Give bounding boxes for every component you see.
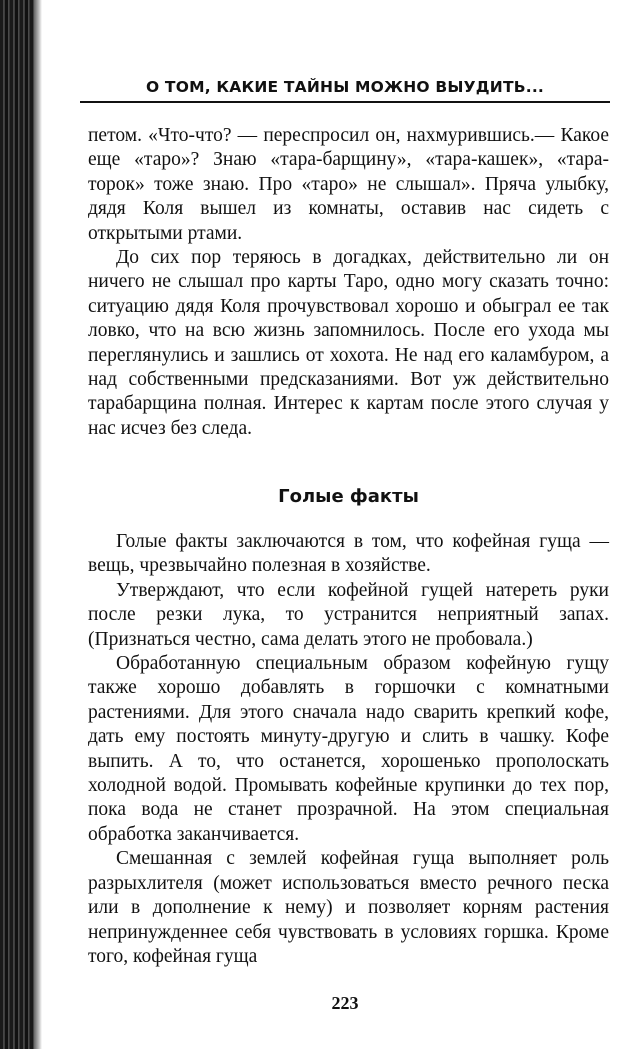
- paragraph: петом. «Что-что? — переспросил он, нахмурившись.— Какое еще «таро»? Знаю «тара-барщину», «тара-кашек», «тара-торок» тоже знаю. Про «таро» не слышал». Пряча улыбку, дядя Коля вышел из комнаты, оставив нас сидеть с открытыми ртами.: [88, 125, 609, 244]
- paragraph: До сих пор теряюсь в догадках, действительно ли он ничего не слышал про карты Таро, одно могу сказать точно: ситуацию дядя Коля прочувствовал хорошо и обыграл ее так ловко, что на всю жизнь запомнилось. После его ухода мы переглянулись и зашлись от хохота. Не над его каламбуром, а над собственными предсказаниями. Вот уж действительно тарабарщина полная. Интерес к картам после этого случая у нас исчез без следа.: [88, 247, 609, 439]
- paragraph: Смешанная с землей кофейная гуща выполняет роль разрыхлителя (может использоваться вместо речного песка или в дополнение к нему) и позволяет корням растения непринужденнее себя чувствовать в условиях горшка. Кроме того, кофейная гуща: [88, 848, 609, 967]
- section-title: Голые факты: [278, 486, 419, 507]
- paragraph: Обработанную специальным образом кофейную гущу также хорошо добавлять в горшочки с комнатными растениями. Для этого сначала надо сварить крепкий кофе, дать ему постоять минуту-другую и слить в чашку. Кофе выпить. А то, что останется, хорошенько прополоскать холодной водой. Промывать кофейные крупинки до тех пор, пока вода не станет прозрачной. На этом специальная обработка заканчивается.: [88, 653, 609, 845]
- paragraph: Утверждают, что если кофейной гущей натереть руки после резки лука, то устранится неприятный запах. (Признаться честно, сама делать этого не пробовала.): [88, 579, 609, 650]
- header-rule: [80, 101, 610, 103]
- section-body: [88, 530, 609, 969]
- book-spine-shadow: [0, 0, 34, 1049]
- page-number: 223: [331, 993, 359, 1013]
- book-gutter-edge: [34, 0, 42, 1049]
- paragraph: Голые факты заключаются в том, что кофейная гуща — вещь, чрезвычайно полезная в хозяйстве.: [88, 531, 609, 577]
- running-header: О ТОМ, КАКИЕ ТАЙНЫ МОЖНО ВЫУДИТЬ...: [145, 78, 545, 96]
- continuation-text: [88, 124, 609, 441]
